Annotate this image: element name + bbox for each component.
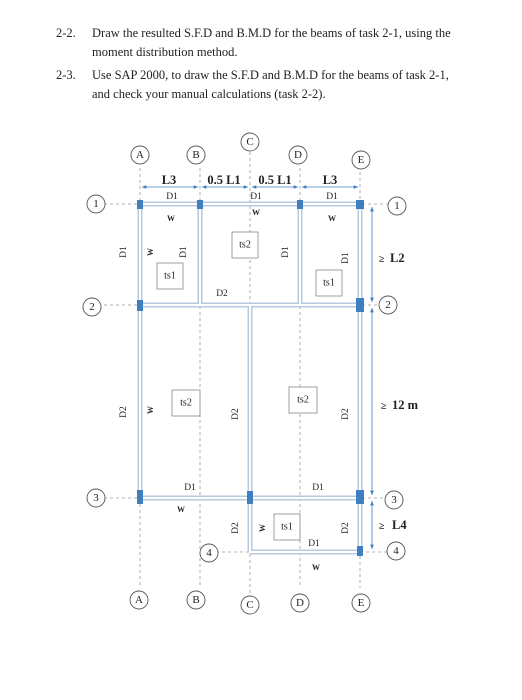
beam-label-D1: D1 bbox=[341, 252, 351, 264]
column-E1 bbox=[356, 200, 364, 209]
beam-label-D1: D1 bbox=[250, 192, 262, 202]
top-dimension-labels bbox=[162, 173, 338, 187]
beam-label-D1: D1 bbox=[179, 246, 189, 258]
column-A3 bbox=[137, 490, 143, 504]
bubble-label-1: 1 bbox=[93, 198, 99, 210]
bubble-label-E: E bbox=[357, 597, 365, 609]
column-E3 bbox=[356, 490, 364, 504]
slab-label-ts1: ts1 bbox=[281, 521, 293, 533]
task-number: 2-3. bbox=[56, 68, 76, 82]
task-text-line: Draw the resulted S.F.D and B.M.D for the beams of task 2-1, using the bbox=[92, 26, 451, 40]
beam-label-D2: D2 bbox=[341, 408, 351, 420]
task-text-line: and check your manual calculations (task 2-2). bbox=[92, 87, 326, 101]
load-label-w: W bbox=[167, 214, 175, 223]
beam-label-D1: D1 bbox=[166, 192, 178, 202]
bubble-label-D: D bbox=[296, 597, 304, 609]
bubble-label-4: 4 bbox=[393, 545, 399, 557]
beam-label-D1: D1 bbox=[308, 539, 320, 549]
column-B1 bbox=[197, 200, 203, 209]
bubble-label-B: B bbox=[192, 594, 200, 606]
load-label-w: W bbox=[146, 248, 155, 256]
bubble-label-3: 3 bbox=[93, 492, 99, 504]
load-label-w: W bbox=[252, 208, 260, 217]
beam-label-D1: D1 bbox=[281, 246, 291, 258]
beam-label-D1: D1 bbox=[312, 483, 324, 493]
column-D1 bbox=[297, 200, 303, 209]
bubble-label-2: 2 bbox=[89, 301, 95, 313]
column-E2 bbox=[356, 298, 364, 312]
bubble-label-1: 1 bbox=[394, 200, 400, 212]
beam-label-D2: D2 bbox=[341, 522, 351, 534]
load-label-w: W bbox=[177, 505, 185, 514]
beam-label-D2: D2 bbox=[216, 289, 228, 299]
bubble-label-C: C bbox=[246, 599, 254, 611]
bubble-label-A: A bbox=[136, 149, 144, 161]
beam-label-D2: D2 bbox=[231, 408, 241, 420]
beam-label-D1: D1 bbox=[119, 246, 129, 258]
slab-label-ts1: ts1 bbox=[164, 270, 176, 282]
dim-L4: L4 bbox=[392, 518, 407, 532]
load-label-w: W bbox=[146, 406, 155, 414]
column-A1 bbox=[137, 200, 143, 209]
bubble-label-A: A bbox=[135, 594, 143, 606]
task-text-line: Use SAP 2000, to draw the S.F.D and B.M.D for the beams of task 2-1, bbox=[92, 68, 449, 82]
slab-label-ts1: ts1 bbox=[323, 277, 335, 289]
dim-total: 12 m bbox=[392, 398, 419, 412]
column-A2 bbox=[137, 300, 143, 311]
dim-tick-marks: ≥ bbox=[381, 401, 387, 412]
dim-tick-marks: ≥ bbox=[379, 521, 385, 532]
dim-tick-marks: ≥ bbox=[379, 254, 385, 265]
dim-L3-left: L3 bbox=[161, 173, 177, 187]
dim-half-L1-right: 0.5 L1 bbox=[258, 173, 292, 187]
beam-label-D1: D1 bbox=[326, 192, 338, 202]
task-number: 2-2. bbox=[56, 26, 76, 40]
dim-half-L1-left: 0.5 L1 bbox=[207, 173, 241, 187]
bubble-label-2: 2 bbox=[385, 299, 391, 311]
dim-L3-right: L3 bbox=[322, 173, 338, 187]
bubble-label-3: 3 bbox=[391, 494, 397, 506]
beam-label-D2: D2 bbox=[231, 522, 241, 534]
column-C3 bbox=[247, 491, 253, 504]
bubble-label-E: E bbox=[357, 154, 365, 166]
bubble-label-D: D bbox=[294, 149, 302, 161]
bubble-label-B: B bbox=[192, 149, 200, 161]
beam-label-D2: D2 bbox=[119, 406, 129, 418]
slab-label-ts2: ts2 bbox=[297, 394, 309, 406]
bubble-label-4: 4 bbox=[206, 547, 212, 559]
task-text-line: moment distribution method. bbox=[92, 45, 238, 59]
load-label-w: W bbox=[312, 563, 320, 572]
right-dim-ticks bbox=[379, 254, 387, 532]
load-label-w: W bbox=[258, 524, 267, 532]
grid-bubble-labels bbox=[89, 136, 400, 611]
right-dimension-labels bbox=[390, 251, 419, 532]
beam-label-D1: D1 bbox=[184, 483, 196, 493]
slab-label-ts2: ts2 bbox=[180, 397, 192, 409]
load-label-w: W bbox=[328, 214, 336, 223]
bubble-label-C: C bbox=[246, 136, 254, 148]
slab-label-ts2: ts2 bbox=[239, 239, 251, 251]
dim-L2: L2 bbox=[390, 251, 405, 265]
column-E4 bbox=[357, 546, 363, 556]
